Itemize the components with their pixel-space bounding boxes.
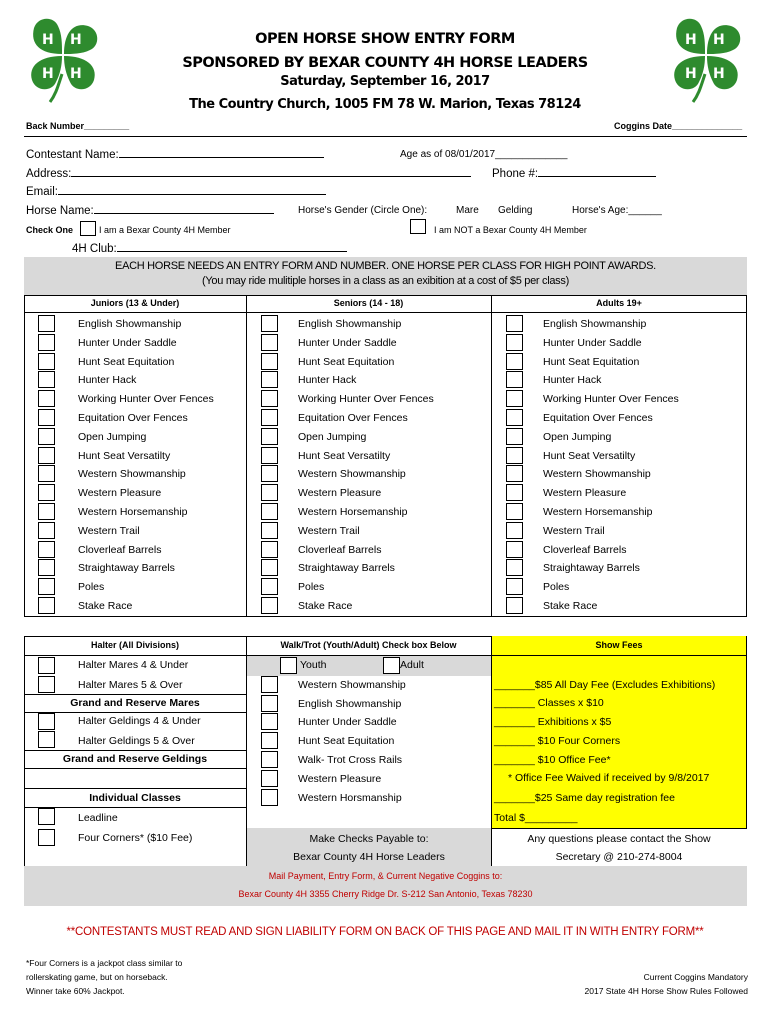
club-label: 4H Club: (72, 243, 117, 255)
fee-same-day[interactable]: _______$25 Same day registration fee (494, 792, 675, 804)
adults-hunt-seat-equitation-checkbox[interactable] (506, 353, 523, 370)
seniors-western-showmanship-label: Western Showmanship (298, 468, 406, 481)
adults-equitation-over-fences-checkbox[interactable] (506, 409, 523, 426)
juniors-equitation-over-fences-label: Equitation Over Fences (78, 412, 188, 424)
fee-four-corners[interactable]: _______ $10 Four Corners (494, 735, 621, 747)
adults-open-jumping-label: Open Jumping (543, 430, 612, 443)
division-seniors: Seniors (14 - 18) (333, 298, 404, 308)
juniors-english-showmanship-checkbox[interactable] (38, 315, 55, 332)
adults-straightaway-barrels-label: Straightaway Barrels (543, 562, 640, 575)
adults-western-pleasure-checkbox[interactable] (506, 484, 523, 501)
adults-poles-checkbox[interactable] (506, 578, 523, 595)
adults-western-showmanship-checkbox[interactable] (506, 465, 523, 482)
adults-stake-race-label: Stake Race (543, 600, 598, 612)
make-checks-line-1: Make Checks Payable to: (309, 833, 429, 845)
halter-mares-4-checkbox[interactable] (38, 657, 55, 674)
event-date: Saturday, September 16, 2017 (280, 74, 490, 89)
make-checks-line-2: Bexar County 4H Horse Leaders (293, 851, 445, 863)
seniors-hunter-under-saddle-checkbox[interactable] (261, 334, 278, 351)
adults-western-horsemanship-checkbox[interactable] (506, 503, 523, 520)
walktrot-western-showmanship-checkbox[interactable] (261, 676, 278, 693)
walktrot-western-horsmanship-checkbox[interactable] (261, 789, 278, 806)
adults-english-showmanship-label: English Showmanship (543, 318, 647, 330)
walktrot-hunt-seat-equitation-label: Hunt Seat Equitation (298, 735, 395, 747)
email-field[interactable] (58, 184, 326, 195)
leadline-checkbox[interactable] (38, 808, 55, 825)
seniors-working-hunter-over-fences-checkbox[interactable] (261, 390, 278, 407)
seniors-hunt-seat-versatilty-checkbox[interactable] (261, 447, 278, 464)
juniors-western-pleasure-label: Western Pleasure (78, 487, 162, 500)
email-label: Email: (26, 186, 58, 198)
svg-text:H: H (685, 66, 697, 82)
walktrot-walk-trot-cross-rails-checkbox[interactable] (261, 751, 278, 768)
halter-mares-5-label: Halter Mares 5 & Over (78, 679, 183, 691)
walktrot-hunter-under-saddle-label: Hunter Under Saddle (298, 716, 397, 728)
seniors-western-showmanship-checkbox[interactable] (261, 465, 278, 482)
address-label: Address: (26, 168, 72, 180)
halter-mares-4-label: Halter Mares 4 & Under (78, 659, 189, 671)
check-one-label: Check One (26, 225, 74, 235)
adults-hunter-hack-checkbox[interactable] (506, 371, 523, 388)
walktrot-western-pleasure-checkbox[interactable] (261, 770, 278, 787)
juniors-open-jumping-label: Open Jumping (78, 430, 147, 443)
show-fees-header: Show Fees (595, 640, 643, 650)
adults-english-showmanship-checkbox[interactable] (506, 315, 523, 332)
adults-hunt-seat-versatilty-checkbox[interactable] (506, 447, 523, 464)
mail-line-2: Bexar County 4H 3355 Cherry Ridge Dr. S-212 San Antonio, Texas 78230 (238, 889, 533, 899)
seniors-english-showmanship-checkbox[interactable] (261, 315, 278, 332)
adults-cloverleaf-barrels-checkbox[interactable] (506, 541, 523, 558)
coggins-date-field[interactable]: Coggins Date______________ (614, 121, 743, 131)
seniors-western-horsemanship-checkbox[interactable] (261, 503, 278, 520)
halter-geldings-4-label: Halter Geldings 4 & Under (78, 715, 201, 727)
adults-hunt-seat-equitation-label: Hunt Seat Equitation (543, 355, 640, 368)
svg-text:H: H (685, 32, 697, 48)
adults-western-showmanship-label: Western Showmanship (543, 468, 651, 481)
seniors-western-horsemanship-label: Western Horsemanship (298, 506, 408, 518)
adults-open-jumping-checkbox[interactable] (506, 428, 523, 445)
juniors-stake-race-label: Stake Race (78, 600, 133, 612)
adults-hunter-under-saddle-label: Hunter Under Saddle (543, 336, 642, 349)
member-label: I am a Bexar County 4H Member (99, 225, 231, 235)
adults-hunter-under-saddle-checkbox[interactable] (506, 334, 523, 351)
leadline-label: Leadline (78, 812, 118, 824)
seniors-western-trail-label: Western Trail (298, 524, 360, 537)
adults-hunter-hack-label: Hunter Hack (543, 374, 602, 387)
footer-note (26, 956, 182, 998)
juniors-hunter-under-saddle-label: Hunter Under Saddle (78, 336, 177, 349)
juniors-english-showmanship-label: English Showmanship (78, 318, 182, 330)
fee-all-day[interactable]: _______$85 All Day Fee (Excludes Exhibitions) (494, 679, 716, 691)
adults-stake-race-checkbox[interactable] (506, 597, 523, 614)
phone-label: Phone #: (492, 168, 539, 180)
footer-note-line-2: rollerskating game, but on horseback. (26, 972, 168, 982)
contact-line-1: Any questions please contact the Show (527, 833, 711, 845)
walktrot-english-showmanship-checkbox[interactable] (261, 695, 278, 712)
walktrot-western-pleasure-label: Western Pleasure (298, 773, 382, 785)
fee-classes[interactable]: _______ Classes x $10 (494, 697, 604, 709)
seniors-straightaway-barrels-label: Straightaway Barrels (298, 562, 395, 575)
liability-warning: **CONTESTANTS MUST READ AND SIGN LIABILITY FORM ON BACK OF THIS PAGE AND MAIL IT IN WITH ENTRY FORM** (66, 926, 704, 938)
juniors-hunt-seat-versatilty-checkbox[interactable] (38, 447, 55, 464)
halter-mares-5-checkbox[interactable] (38, 676, 55, 693)
not-member-checkbox[interactable] (410, 219, 426, 234)
contestant-name-label: Contestant Name: (26, 149, 119, 161)
juniors-stake-race-checkbox[interactable] (38, 597, 55, 614)
seniors-hunt-seat-equitation-label: Hunt Seat Equitation (298, 355, 395, 368)
juniors-working-hunter-over-fences-label: Working Hunter Over Fences (78, 393, 214, 406)
juniors-open-jumping-checkbox[interactable] (38, 428, 55, 445)
seniors-open-jumping-label: Open Jumping (298, 430, 367, 443)
seniors-poles-checkbox[interactable] (261, 578, 278, 595)
seniors-western-pleasure-checkbox[interactable] (261, 484, 278, 501)
seniors-cloverleaf-barrels-checkbox[interactable] (261, 541, 278, 558)
adults-western-pleasure-label: Western Pleasure (543, 487, 627, 500)
seniors-western-pleasure-label: Western Pleasure (298, 487, 382, 500)
halter-geldings-4-checkbox[interactable] (38, 713, 55, 730)
member-checkbox[interactable] (80, 221, 96, 236)
juniors-western-horsemanship-label: Western Horsemanship (78, 506, 188, 518)
age-field[interactable]: Age as of 08/01/2017_____________ (400, 149, 568, 160)
svg-text:H: H (42, 32, 54, 48)
seniors-straightaway-barrels-checkbox[interactable] (261, 559, 278, 576)
back-number-field[interactable]: Back Number_________ (26, 121, 130, 131)
walktrot-english-showmanship-label: English Showmanship (298, 698, 402, 710)
seniors-hunter-hack-checkbox[interactable] (261, 371, 278, 388)
juniors-poles-checkbox[interactable] (38, 578, 55, 595)
instructions-line-1: EACH HORSE NEEDS AN ENTRY FORM AND NUMBER. ONE HORSE PER CLASS FOR HIGH POINT AWARDS. (115, 260, 656, 272)
seniors-equitation-over-fences-label: Equitation Over Fences (298, 412, 408, 424)
juniors-cloverleaf-barrels-label: Cloverleaf Barrels (78, 543, 162, 556)
adults-working-hunter-over-fences-checkbox[interactable] (506, 390, 523, 407)
juniors-straightaway-barrels-label: Straightaway Barrels (78, 562, 175, 575)
juniors-western-horsemanship-checkbox[interactable] (38, 503, 55, 520)
horse-age-field[interactable]: Horse's Age:______ (572, 205, 662, 216)
juniors-western-showmanship-checkbox[interactable] (38, 465, 55, 482)
adults-poles-label: Poles (543, 581, 570, 594)
svg-text:H: H (42, 66, 54, 82)
juniors-working-hunter-over-fences-checkbox[interactable] (38, 390, 55, 407)
juniors-hunter-under-saddle-checkbox[interactable] (38, 334, 55, 351)
halter-geldings-5-label: Halter Geldings 5 & Over (78, 735, 195, 747)
walktrot-header: Walk/Trot (Youth/Adult) Check box Below (280, 640, 457, 650)
adults-hunt-seat-versatilty-label: Hunt Seat Versatilty (543, 449, 636, 462)
seniors-equitation-over-fences-checkbox[interactable] (261, 409, 278, 426)
grand-reserve-mares: Grand and Reserve Mares (70, 697, 200, 709)
svg-text:H: H (70, 66, 82, 82)
juniors-cloverleaf-barrels-checkbox[interactable] (38, 541, 55, 558)
not-member-label: I am NOT a Bexar County 4H Member (434, 225, 587, 235)
juniors-western-pleasure-checkbox[interactable] (38, 484, 55, 501)
individual-classes-header: Individual Classes (89, 792, 181, 804)
seniors-cloverleaf-barrels-label: Cloverleaf Barrels (298, 543, 382, 556)
juniors-hunter-hack-checkbox[interactable] (38, 371, 55, 388)
four-corners-label: Four Corners* ($10 Fee) (78, 832, 193, 844)
sponsor-title: SPONSORED BY BEXAR COUNTY 4H HORSE LEADERS (182, 55, 588, 71)
adult-label: Adult (400, 659, 424, 671)
seniors-open-jumping-checkbox[interactable] (261, 428, 278, 445)
footer-rules (585, 970, 748, 998)
gender-mare[interactable]: Mare (456, 205, 479, 216)
adult-checkbox[interactable] (383, 657, 400, 674)
adults-working-hunter-over-fences-label: Working Hunter Over Fences (543, 393, 679, 406)
adults-western-trail-label: Western Trail (543, 524, 605, 537)
contestant-name-field[interactable] (119, 147, 324, 158)
seniors-english-showmanship-label: English Showmanship (298, 318, 402, 330)
adults-western-horsemanship-label: Western Horsemanship (543, 506, 653, 518)
gender-gelding[interactable]: Gelding (498, 205, 533, 216)
phone-field[interactable] (538, 166, 656, 177)
walktrot-walk-trot-cross-rails-label: Walk- Trot Cross Rails (298, 754, 403, 766)
fee-total[interactable]: Total $_________ (494, 812, 578, 824)
walktrot-western-showmanship-label: Western Showmanship (298, 679, 406, 691)
svg-text:H: H (713, 66, 725, 82)
division-juniors: Juniors (13 & Under) (90, 298, 180, 308)
horse-name-field[interactable] (94, 203, 274, 214)
seniors-western-trail-checkbox[interactable] (261, 522, 278, 539)
seniors-hunt-seat-equitation-checkbox[interactable] (261, 353, 278, 370)
juniors-western-trail-label: Western Trail (78, 524, 140, 537)
seniors-hunt-seat-versatilty-label: Hunt Seat Versatilty (298, 449, 391, 462)
four-corners-checkbox[interactable] (38, 829, 55, 846)
juniors-straightaway-barrels-checkbox[interactable] (38, 559, 55, 576)
adults-cloverleaf-barrels-label: Cloverleaf Barrels (543, 543, 627, 556)
division-adults: Adults 19+ (596, 298, 642, 308)
juniors-hunter-hack-label: Hunter Hack (78, 374, 137, 387)
juniors-western-trail-checkbox[interactable] (38, 522, 55, 539)
juniors-equitation-over-fences-checkbox[interactable] (38, 409, 55, 426)
youth-label: Youth (300, 659, 327, 671)
walktrot-western-horsmanship-label: Western Horsmanship (298, 792, 402, 804)
adults-western-trail-checkbox[interactable] (506, 522, 523, 539)
adults-straightaway-barrels-checkbox[interactable] (506, 559, 523, 576)
seniors-hunter-hack-label: Hunter Hack (298, 374, 357, 387)
instructions-banner (24, 257, 747, 295)
fee-exhibitions[interactable]: _______ Exhibitions x $5 (494, 716, 612, 728)
seniors-hunter-under-saddle-label: Hunter Under Saddle (298, 336, 397, 349)
event-location: The Country Church, 1005 FM 78 W. Marion, Texas 78124 (189, 97, 581, 112)
horse-name-label: Horse Name: (26, 205, 94, 217)
youth-checkbox[interactable] (280, 657, 297, 674)
address-field[interactable] (71, 166, 471, 177)
seniors-poles-label: Poles (298, 581, 325, 594)
walktrot-hunter-under-saddle-checkbox[interactable] (261, 713, 278, 730)
fee-office-note: * Office Fee Waived if received by 9/8/2017 (508, 772, 710, 784)
footer-rules-line-1: Current Coggins Mandatory (643, 972, 748, 982)
footer-note-line-3: Winner take 60% Jackpot. (26, 986, 125, 996)
walktrot-hunt-seat-equitation-checkbox[interactable] (261, 732, 278, 749)
seniors-stake-race-label: Stake Race (298, 600, 353, 612)
mail-line-1: Mail Payment, Entry Form, & Current Negative Coggins to: (268, 871, 503, 881)
fee-office[interactable]: _______ $10 Office Fee* (494, 754, 611, 766)
halter-header: Halter (All Divisions) (90, 640, 180, 650)
juniors-hunt-seat-equitation-checkbox[interactable] (38, 353, 55, 370)
adults-equitation-over-fences-label: Equitation Over Fences (543, 412, 653, 424)
gender-label: Horse's Gender (Circle One): (298, 205, 428, 216)
footer-note-line-1: *Four Corners is a jackpot class similar to (26, 958, 183, 968)
juniors-hunt-seat-equitation-label: Hunt Seat Equitation (78, 355, 175, 368)
grand-reserve-geldings: Grand and Reserve Geldings (62, 753, 208, 765)
seniors-stake-race-checkbox[interactable] (261, 597, 278, 614)
footer-rules-line-2: 2017 State 4H Horse Show Rules Followed (584, 986, 748, 996)
form-title: OPEN HORSE SHOW ENTRY FORM (255, 31, 515, 47)
instructions-line-2: (You may ride mulitiple horses in a class as an exibition at a cost of $5 per class) (202, 275, 569, 287)
juniors-hunt-seat-versatilty-label: Hunt Seat Versatilty (78, 449, 171, 462)
contact-line-2: Secretary @ 210-274-8004 (555, 851, 683, 863)
seniors-working-hunter-over-fences-label: Working Hunter Over Fences (298, 393, 434, 406)
svg-text:H: H (713, 32, 725, 48)
juniors-western-showmanship-label: Western Showmanship (78, 468, 186, 481)
halter-geldings-5-checkbox[interactable] (38, 731, 55, 748)
svg-text:H: H (70, 32, 82, 48)
club-field[interactable] (117, 241, 347, 252)
juniors-poles-label: Poles (78, 581, 105, 594)
